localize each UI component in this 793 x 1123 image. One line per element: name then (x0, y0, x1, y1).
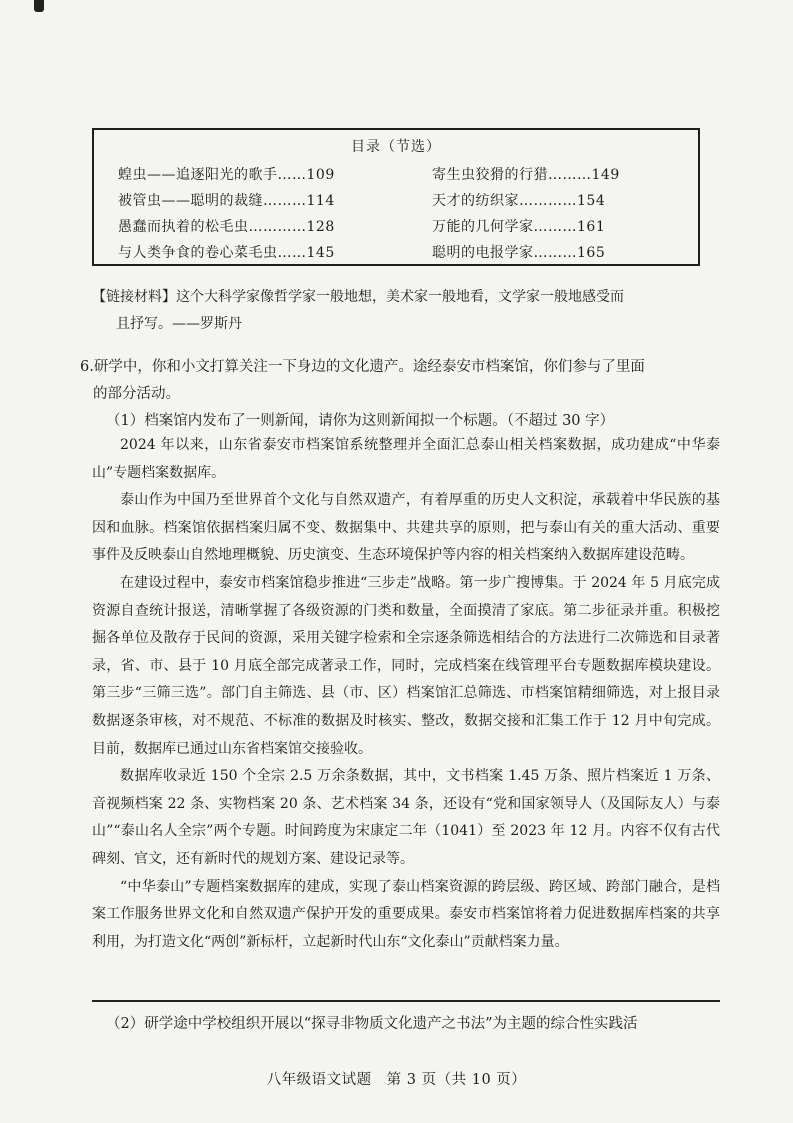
linked-material (92, 284, 712, 338)
binding-mark (34, 0, 44, 12)
toc-entry: 寄生虫狡猾的行猎………149 (432, 167, 620, 183)
toc-entry: 与人类争食的卷心菜毛虫……145 (118, 245, 335, 261)
toc-entry: 万能的几何学家………161 (432, 219, 606, 235)
question-6-1-prompt: （1）档案馆内发布了一则新闻，请你为这则新闻拟一个标题。（不超过 30 字） (106, 413, 615, 429)
article-paragraph: 泰山作为中国乃至世界首个文化与自然双遗产，有着厚重的历史人文积淀，承载着中华民族的基因和血脉。档案馆依据档案归属不变、数据集中、共建共享的原则，把与泰山有关的重大活动、重要事件及反映泰山自然地理概貌、历史演变、生态环境保护等内容的相关档案纳入数据库建设范畴。 (92, 492, 720, 564)
article-paragraph: 2024 年以来，山东省泰安市档案馆系统整理并全面汇总泰山相关档案数据，成功建成“中华泰山”专题档案数据库。 (92, 437, 720, 481)
news-article (92, 432, 720, 956)
page-footer: 八年级语文试题 第 3 页（共 10 页） (266, 1072, 527, 1088)
question-6-stem: 的部分活动。 (93, 386, 180, 402)
linked-material-line: 且抒写。——罗斯丹 (116, 316, 242, 332)
toc-title: 目录（节选） (351, 139, 441, 155)
linked-material-line: 【链接材料】这个大科学家像哲学家一般地想，美术家一般地看，文学家一般地感受而 (92, 289, 624, 305)
toc-entry: 蝗虫——追逐阳光的歌手……109 (118, 167, 335, 183)
toc-entry: 被管虫——聪明的裁缝………114 (118, 193, 335, 209)
section-divider (92, 1000, 720, 1002)
table-of-contents-box (92, 128, 700, 266)
question-6-2-prompt: （2）研学途中学校组织开展以“探寻非物质文化遗产之书法”为主题的综合性实践活 (106, 1016, 638, 1032)
toc-entry: 聪明的电报学家………165 (432, 245, 606, 261)
toc-entry: 愚蠢而执着的松毛虫…………128 (118, 219, 335, 235)
article-paragraph: “中华泰山”专题档案数据库的建成，实现了泰山档案资源的跨层级、跨区域、跨部门融合，是档案工作服务世界文化和自然双遗产保护开发的重要成果。泰安市档案馆将着力促进数据库档案的共享利用，为打造文化“两创”新标杆，立起新时代山东“文化泰山”贡献档案力量。 (92, 878, 720, 950)
question-6-stem: 6.研学中，你和小文打算关注一下身边的文化遗产。途经泰安市档案馆，你们参与了里面 (80, 359, 645, 375)
toc-entry: 天才的纺织家…………154 (432, 193, 606, 209)
article-paragraph: 在建设过程中，泰安市档案馆稳步推进“三步走”战略。第一步广搜博集。于 2024 年 5 月底完成资源自查统计报送，清晰掌握了各级资源的门类和数量，全面摸清了家底。第二步征录并重。积极挖掘各单位及散存于民间的资源，采用关键字检索和全宗逐条筛选相结合的方法进行二次筛选和目录著录，省、市、县于 10 月底全部完成著录工作，同时，完成档案在线管理平台专题数据库模块建设。第三步“三筛三选”。部门自主筛选、县（市、区）档案馆汇总筛选、市档案馆精细筛选，对上报目录数据逐条审核，对不规范、不标准的数据及时核实、整改，数据交接和汇集工作于 12 月中旬完成。目前，数据库已通过山东省档案馆交接验收。 (92, 574, 720, 757)
article-paragraph: 数据库收录近 150 个全宗 2.5 万余条数据，其中，文书档案 1.45 万条、照片档案近 1 万条、音视频档案 22 条、实物档案 20 条、艺术档案 34 条，还设有“党和国家领导人（及国际友人）与泰山”“泰山名人全宗”两个专题。时间跨度为宋康定二年（1041）至 2023 年 12 月。内容不仅有古代碑刻、官文，还有新时代的规划方案、建设记录等。 (92, 768, 720, 867)
question-6 (80, 354, 720, 435)
